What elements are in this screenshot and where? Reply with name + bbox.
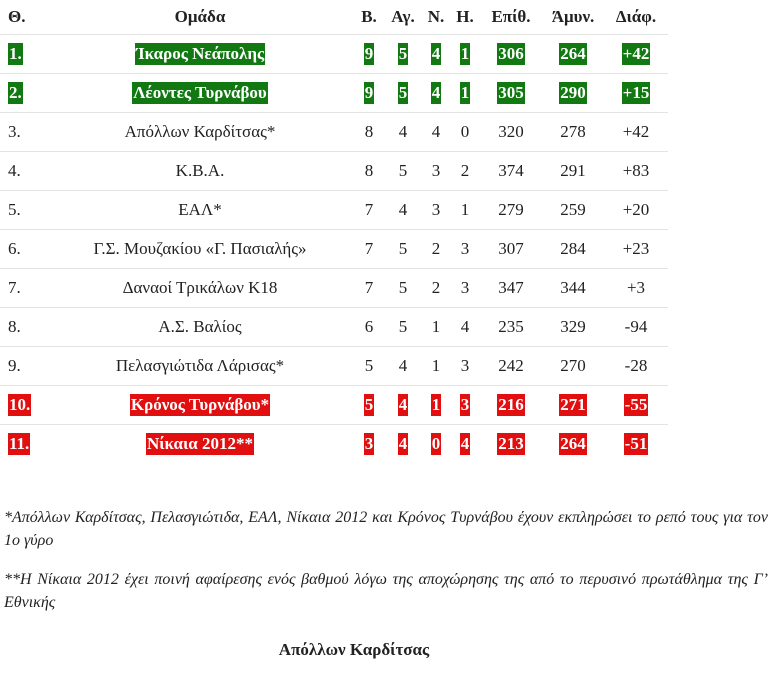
footnote-rest-games: *Απόλλων Καρδίτσας, Πελασγιώτιδα, ΕΑΛ, Νίκαια 2012 και Κρόνος Τυρνάβου έχουν εκπληρώσει το ρεπό τους για τον 1ο γύρο: [4, 509, 768, 549]
cell-scored: 279: [480, 191, 542, 230]
table-header-row: [0, 0, 668, 35]
cell-diff: +20: [604, 191, 668, 230]
cell-played: 5: [384, 269, 422, 308]
cell-played: 4: [384, 347, 422, 386]
cell-scored: 213: [480, 425, 542, 464]
cell-wins: 1: [422, 347, 450, 386]
cell-pos: 11.: [0, 425, 46, 464]
cell-wins: 0: [422, 425, 450, 464]
cell-scored: 374: [480, 152, 542, 191]
table-row: [0, 230, 668, 269]
cell-losses: 3: [450, 386, 480, 425]
cell-conceded: 264: [542, 35, 604, 74]
cell-pos: 8.: [0, 308, 46, 347]
cell-team: Νίκαια 2012**: [46, 425, 354, 464]
cell-diff: +42: [604, 35, 668, 74]
cell-scored: 306: [480, 35, 542, 74]
header-scored: Επίθ.: [491, 7, 531, 26]
header-played: Αγ.: [391, 7, 415, 26]
cell-played: 5: [384, 230, 422, 269]
cell-team: Πελασγιώτιδα Λάρισας*: [46, 347, 354, 386]
cell-pos: 1.: [0, 35, 46, 74]
cell-conceded: 271: [542, 386, 604, 425]
table-row: [0, 269, 668, 308]
cell-wins: 4: [422, 113, 450, 152]
cell-points: 7: [354, 230, 384, 269]
cell-played: 4: [384, 113, 422, 152]
footnote-penalty: **Η Νίκαια 2012 έχει ποινή αφαίρεσης ενός βαθμού λόγω της αποχώρησης της από το περυσινό πρωτάθλημα της Γ’ Εθνικής: [4, 571, 768, 611]
cell-conceded: 291: [542, 152, 604, 191]
cell-played: 4: [384, 386, 422, 425]
cell-losses: 1: [450, 191, 480, 230]
table-row: [0, 152, 668, 191]
cell-conceded: 329: [542, 308, 604, 347]
cell-wins: 4: [422, 74, 450, 113]
cell-losses: 4: [450, 425, 480, 464]
header-wins: Ν.: [427, 7, 445, 26]
header-diff: Διάφ.: [615, 7, 657, 26]
cell-team: Ίκαρος Νεάπολης: [46, 35, 354, 74]
table-row: [0, 386, 668, 425]
cell-scored: 216: [480, 386, 542, 425]
cell-points: 8: [354, 113, 384, 152]
table-row: [0, 74, 668, 113]
cell-wins: 3: [422, 191, 450, 230]
cell-pos: 7.: [0, 269, 46, 308]
cell-conceded: 259: [542, 191, 604, 230]
cell-points: 3: [354, 425, 384, 464]
section-title: Απόλλων Καρδίτσας: [278, 640, 430, 659]
cell-losses: 4: [450, 308, 480, 347]
cell-team: Α.Σ. Βαλίος: [46, 308, 354, 347]
cell-points: 5: [354, 386, 384, 425]
cell-points: 5: [354, 347, 384, 386]
table-row: [0, 308, 668, 347]
cell-losses: 1: [450, 74, 480, 113]
cell-conceded: 284: [542, 230, 604, 269]
cell-team: Απόλλων Καρδίτσας*: [46, 113, 354, 152]
cell-played: 4: [384, 425, 422, 464]
cell-points: 9: [354, 35, 384, 74]
cell-wins: 1: [422, 386, 450, 425]
cell-scored: 235: [480, 308, 542, 347]
cell-points: 7: [354, 269, 384, 308]
cell-team: ΕΑΛ*: [46, 191, 354, 230]
cell-scored: 307: [480, 230, 542, 269]
cell-losses: 0: [450, 113, 480, 152]
cell-pos: 6.: [0, 230, 46, 269]
cell-losses: 3: [450, 347, 480, 386]
table-row: [0, 113, 668, 152]
cell-conceded: 264: [542, 425, 604, 464]
header-pos: Θ.: [8, 7, 26, 26]
cell-wins: 2: [422, 230, 450, 269]
cell-losses: 1: [450, 35, 480, 74]
cell-diff: +83: [604, 152, 668, 191]
cell-diff: -55: [604, 386, 668, 425]
cell-wins: 3: [422, 152, 450, 191]
cell-pos: 9.: [0, 347, 46, 386]
cell-conceded: 270: [542, 347, 604, 386]
cell-diff: -51: [604, 425, 668, 464]
cell-diff: +3: [604, 269, 668, 308]
cell-pos: 5.: [0, 191, 46, 230]
cell-diff: +42: [604, 113, 668, 152]
cell-points: 7: [354, 191, 384, 230]
cell-scored: 242: [480, 347, 542, 386]
cell-team: Λέοντες Τυρνάβου: [46, 74, 354, 113]
header-team: Ομάδα: [174, 7, 226, 26]
cell-conceded: 290: [542, 74, 604, 113]
cell-played: 5: [384, 74, 422, 113]
cell-pos: 4.: [0, 152, 46, 191]
cell-diff: +23: [604, 230, 668, 269]
cell-played: 4: [384, 191, 422, 230]
cell-played: 5: [384, 152, 422, 191]
cell-points: 6: [354, 308, 384, 347]
cell-scored: 347: [480, 269, 542, 308]
table-row: [0, 425, 668, 464]
cell-played: 5: [384, 308, 422, 347]
cell-pos: 2.: [0, 74, 46, 113]
cell-losses: 2: [450, 152, 480, 191]
cell-points: 9: [354, 74, 384, 113]
cell-points: 8: [354, 152, 384, 191]
table-row: [0, 35, 668, 74]
cell-losses: 3: [450, 230, 480, 269]
cell-conceded: 344: [542, 269, 604, 308]
cell-losses: 3: [450, 269, 480, 308]
header-losses: Η.: [456, 7, 474, 26]
cell-team: Κ.Β.Α.: [46, 152, 354, 191]
cell-diff: +15: [604, 74, 668, 113]
cell-diff: -94: [604, 308, 668, 347]
cell-pos: 3.: [0, 113, 46, 152]
cell-scored: 320: [480, 113, 542, 152]
header-points: Β.: [361, 7, 377, 26]
cell-played: 5: [384, 35, 422, 74]
table-row: [0, 347, 668, 386]
cell-wins: 1: [422, 308, 450, 347]
cell-scored: 305: [480, 74, 542, 113]
cell-team: Δαναοί Τρικάλων Κ18: [46, 269, 354, 308]
cell-team: Γ.Σ. Μουζακίου «Γ. Πασιαλής»: [46, 230, 354, 269]
cell-wins: 4: [422, 35, 450, 74]
cell-pos: 10.: [0, 386, 46, 425]
cell-team: Κρόνος Τυρνάβου*: [46, 386, 354, 425]
cell-wins: 2: [422, 269, 450, 308]
cell-conceded: 278: [542, 113, 604, 152]
header-conceded: Άμυν.: [551, 7, 595, 26]
table-row: [0, 191, 668, 230]
cell-diff: -28: [604, 347, 668, 386]
